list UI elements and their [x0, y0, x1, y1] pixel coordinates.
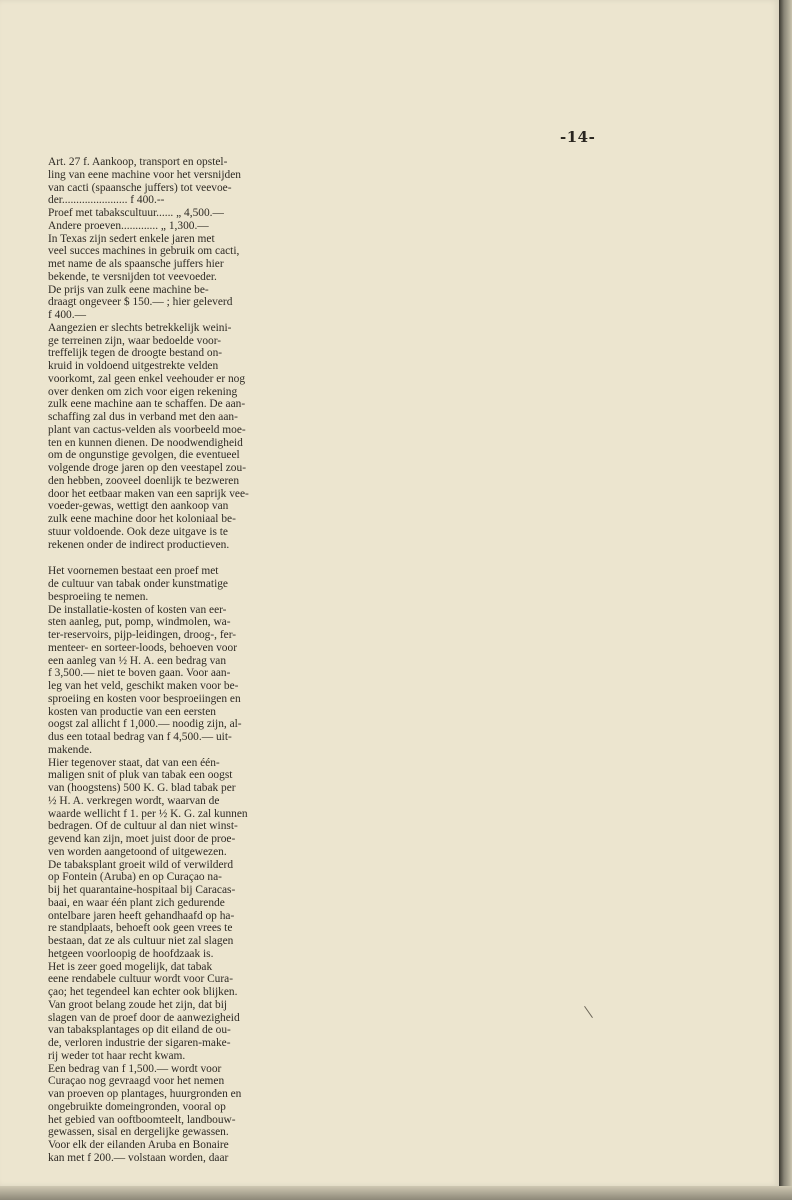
- text-line: baai, en waar één plant zich gedurende: [48, 896, 225, 909]
- text-line: f 3,500.— niet te boven gaan. Voor aan-: [48, 667, 231, 680]
- text-line: voeder-gewas, wettigt den aankoop van: [48, 500, 229, 513]
- text-line: Art. 27 f. Aankoop, transport en opstel-: [48, 156, 228, 168]
- text-line: Van groot belang zoude het zijn, dat bij: [48, 998, 228, 1011]
- pencil-mark: [584, 1006, 593, 1018]
- text-line: zulk eene machine door het koloniaal be-: [48, 513, 236, 525]
- page-edge-bottom: [0, 1186, 792, 1200]
- text-line: zulk eene machine aan te schaffen. De aan-: [48, 398, 246, 411]
- text-line: kosten van productie van een eersten: [48, 705, 216, 718]
- text-line: Het is zeer goed mogelijk, dat tabak: [48, 960, 213, 973]
- text-line: bij het quarantaine-hospitaal bij Caracas-: [48, 884, 236, 896]
- text-line: ge terreinen zijn, waar bedoelde voor-: [48, 334, 222, 347]
- text-line: schaffing zal dus in verband met den aan-: [48, 411, 238, 423]
- text-line: eene rendabele cultuur wordt voor Cura-: [48, 973, 234, 986]
- text-line: ongebruikte domeingronden, vooral op: [48, 1100, 226, 1113]
- text-line: re standplaats, behoeft ook geen vrees te: [48, 922, 233, 935]
- text-line: Voor elk der eilanden Aruba en Bonaire: [48, 1139, 229, 1151]
- text-line: kan met f 200.— volstaan worden, daar: [48, 1151, 229, 1164]
- text-line: der....................... f 400.--: [48, 194, 165, 207]
- text-line: sten aanleg, put, pomp, windmolen, wa-: [48, 616, 231, 629]
- text-line: leg van het veld, geschikt maken voor be-: [48, 680, 239, 692]
- text-line: over denken om zich voor eigen rekening: [48, 385, 238, 398]
- text-line: kruid in voldoend uitgestrekte velden: [48, 360, 219, 372]
- text-line: het gebied van ooftboomteelt, landbouw-: [48, 1113, 236, 1126]
- text-line: Aangezien er slechts betrekkelijk weini-: [48, 321, 232, 334]
- text-line: makende.: [48, 743, 92, 756]
- text-line: de, verloren industrie der sigaren-make-: [48, 1037, 231, 1049]
- page-number: -14-: [560, 128, 596, 146]
- text-line: een aanleg van ½ H. A. een bedrag van: [48, 654, 227, 667]
- text-line: besproeiing te nemen.: [48, 590, 149, 603]
- text-line: gewassen, sisal en dergelijke gewassen.: [48, 1126, 229, 1139]
- text-line: de cultuur van tabak onder kunstmatige: [48, 578, 228, 590]
- text-line: treffelijk tegen de droogte bestand on-: [48, 347, 223, 360]
- text-line: bekende, te versnijden tot veevoeder.: [48, 270, 217, 283]
- text-line: ter-reservoirs, pijp-leidingen, droog-, fer-: [48, 629, 237, 641]
- text-line: bedragen. Of de cultuur al dan niet winst-: [48, 820, 238, 833]
- text-line: maligen snit of pluk van tabak een oogst: [48, 769, 233, 782]
- text-line: ten en kunnen dienen. De noodwendigheid: [48, 436, 243, 449]
- text-line: De tabaksplant groeit wild of verwilderd: [48, 858, 234, 871]
- text-line: bestaan, dat ze als cultuur niet zal slagen: [48, 935, 234, 947]
- text-line: In Texas zijn sedert enkele jaren met: [48, 232, 215, 245]
- text-line: Hier tegenover staat, dat van een één-: [48, 756, 220, 769]
- text-line: van tabaksplantages op dit eiland de ou-: [48, 1024, 231, 1037]
- page-edge-right: [779, 0, 792, 1200]
- text-line: ven worden aangetoond of uitgewezen.: [48, 845, 227, 858]
- text-line: ½ H. A. verkregen wordt, waarvan de: [48, 794, 220, 807]
- text-line: door het eetbaar maken van een saprijk vee-: [48, 487, 249, 500]
- text-line: Een bedrag van f 1,500.— wordt voor: [48, 1062, 222, 1075]
- text-line: dus een totaal bedrag van f 4,500.— uit-: [48, 731, 232, 743]
- text-line: gevend kan zijn, moet juist door de proe-: [48, 833, 236, 845]
- text-line: çao; het tegendeel kan echter ook blijken.: [48, 986, 238, 998]
- text-line: rekenen onder de indirect productieven.: [48, 538, 230, 551]
- text-line: op Fontein (Aruba) en op Curaçao na-: [48, 871, 222, 884]
- text-line: slagen van de proef door de aanwezigheid: [48, 1011, 240, 1024]
- text-line: sproeiing en kosten voor besproeiingen en: [48, 692, 241, 705]
- text-line: van proeven op plantages, huurgronden en: [48, 1088, 242, 1100]
- text-line: hetgeen voorloopig de hoofdzaak is.: [48, 947, 214, 960]
- text-line: Het voornemen bestaat een proef met: [48, 565, 219, 578]
- text-line: ontelbare jaren heeft gehandhaafd op ha-: [48, 909, 235, 922]
- paragraph-gap: [48, 551, 280, 565]
- text-line: f 400.—: [48, 309, 86, 321]
- text-line: ling van eene machine voor het versnijden: [48, 168, 241, 181]
- text-line: De prijs van zulk eene machine be-: [48, 283, 209, 296]
- text-line: Curaçao nog gevraagd voor het nemen: [48, 1075, 225, 1088]
- text-line: Andere proeven............. „ 1,300.—: [48, 219, 209, 232]
- text-line: om de ongunstige gevolgen, die eventueel: [48, 449, 240, 462]
- text-line: met name de als spaansche juffers hier: [48, 258, 224, 270]
- text-line: plant van cactus-velden als voorbeeld moe-: [48, 423, 246, 436]
- text-line: rij weder tot haar recht kwam.: [48, 1049, 186, 1062]
- text-column: [48, 156, 280, 1165]
- text-line: stuur voldoende. Ook deze uitgave is te: [48, 525, 228, 538]
- text-line: den hebben, zooveel doenlijk te bezweren: [48, 474, 240, 487]
- text-line: van cacti (spaansche juffers) tot veevoe-: [48, 181, 232, 194]
- text-line: Proef met tabakscultuur...... „ 4,500.—: [48, 207, 224, 219]
- text-line: veel succes machines in gebruik om cacti,: [48, 245, 240, 258]
- text-line: van (hoogstens) 500 K. G. blad tabak per: [48, 782, 236, 794]
- text-line: waarde wellicht f 1. per ½ K. G. zal kunnen: [48, 807, 248, 820]
- text-line: draagt ongeveer $ 150.— ; hier geleverd: [48, 296, 233, 309]
- text-line: menteer- en sorteer-loods, behoeven voor: [48, 641, 237, 654]
- text-line: oogst zal allicht f 1,000.— noodig zijn, al-: [48, 718, 242, 731]
- text-line: De installatie-kosten of kosten van eer-: [48, 603, 227, 616]
- text-line: volgende droge jaren op den veestapel zou-: [48, 462, 246, 474]
- text-line: voorkomt, zal geen enkel veehouder er nog: [48, 372, 246, 385]
